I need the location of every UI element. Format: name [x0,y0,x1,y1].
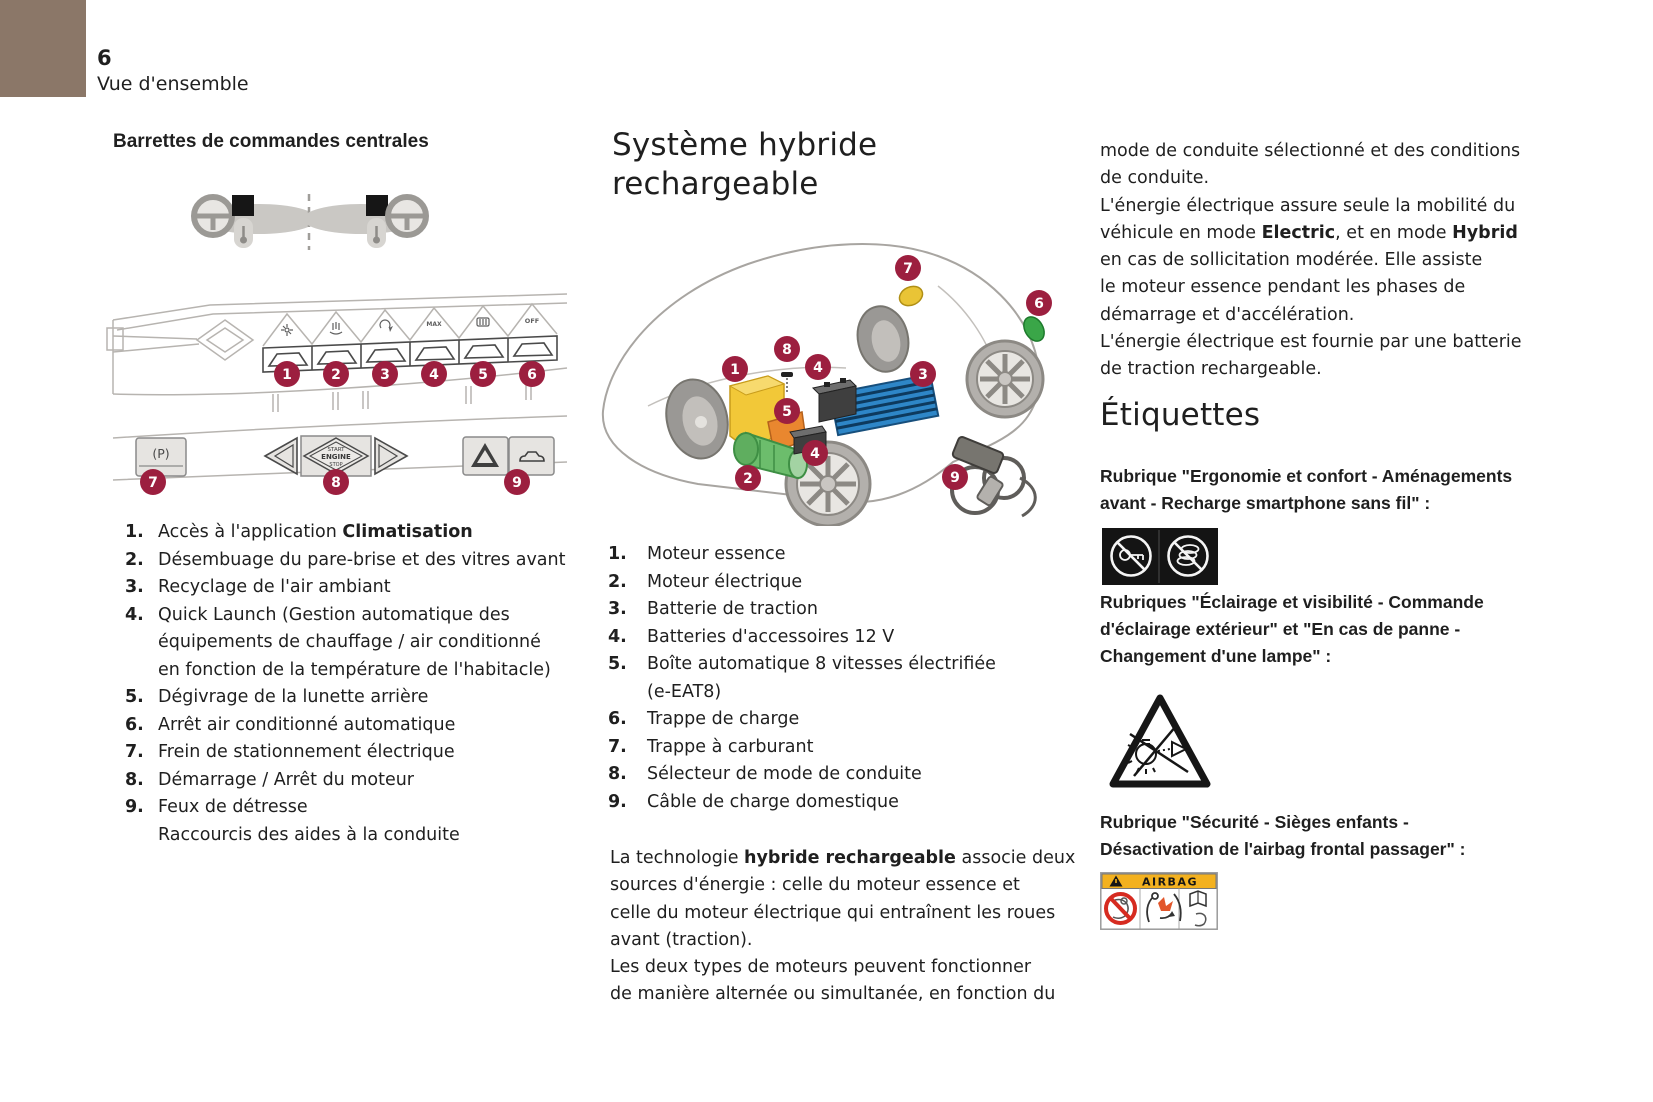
item-text: Quick Launch (Gestion automatique des équipements de chauffage / air conditionné en fonction de la température de l'habitacle) [158,604,551,680]
thermometer-icon [373,237,380,244]
list-item [608,789,1048,817]
item-text: Boîte automatique 8 vitesses électrifiée (e-EAT8) [647,654,996,702]
item-text: Moteur électrique [647,571,803,592]
svg-text:4: 4 [813,360,823,376]
item-number: 7. [125,742,144,762]
callout-badge [895,255,921,281]
svg-text:3: 3 [918,367,928,383]
left-hand-drive-icon [194,195,317,248]
callout-badge [722,356,748,382]
list-item [125,794,565,849]
list-item [608,541,1048,569]
list-item [608,596,1048,624]
item-number: 5. [125,687,144,707]
middle-heading: Système hybride rechargeable [612,127,878,202]
item-text: Arrêt air conditionné automatique [158,714,456,735]
item-number: 8. [608,764,627,784]
right-hand-drive-icon [303,195,426,248]
item-text: Batterie de traction [647,599,818,619]
hybrid-system-diagram [588,226,1058,526]
callout-badge [774,398,800,424]
item-number: 2. [125,549,144,570]
item-number: 9. [608,791,627,812]
svg-text:5: 5 [782,404,792,420]
callout-badge [910,361,936,387]
callout-badge [802,440,828,466]
lamp-warning-label [1106,690,1214,796]
item-number: 3. [608,599,627,619]
driving-modes-text: mode de conduite sélectionné et des conditions de conduite. L'énergie électrique assure seule la mobilité du véhicule en mode Electric, et en mode Hybrid en cas de sollicitation modérée. Elle assiste le moteur essence pendant les phases de démarrage et d'accélération. L'énergie électrique est fournie par une batterie de traction rechargeable. [1100,141,1522,380]
list-item [125,712,565,740]
svg-text:4: 4 [429,367,439,383]
svg-text:2: 2 [743,471,753,487]
list-item [608,706,1048,734]
corner-accent [0,0,86,97]
item-text: Câble de charge domestique [647,791,899,812]
list-item [125,767,565,795]
airbag-title: AIRBAG [1141,875,1199,889]
touchscreen-icon [366,195,388,216]
airbag-label [1100,872,1218,930]
item-number: 9. [125,797,144,817]
item-number: 3. [125,577,144,597]
svg-text:5: 5 [478,367,488,383]
console-legend-list [125,519,565,849]
callout-badge [774,336,800,362]
callout-badge [519,361,545,387]
wheel-icon [967,341,1043,417]
item-number: 5. [608,654,627,674]
list-item [608,761,1048,789]
svg-text:ENGINE: ENGINE [321,453,351,461]
item-text: Frein de stationnement électrique [158,742,455,762]
windshield-defrost-icon [330,322,342,334]
callout-badge [274,361,300,387]
off-key-label [525,317,539,325]
left-heading: Barrettes de commandes centrales [113,131,429,152]
svg-text:8: 8 [782,342,792,358]
item-text: Batteries d'accessoires 12 V [647,626,895,647]
svg-text:START: START [327,447,345,453]
parking-brake-label: (P) [152,446,170,461]
label-rubrique-wireless: Rubrique "Ergonomie et confort - Aménagements avant - Recharge smartphone sans fil" : [1100,466,1513,513]
svg-text:6: 6 [1034,296,1044,312]
warning-triangle-icon [1113,698,1207,784]
svg-text:7: 7 [148,475,158,491]
list-item [125,602,565,685]
air-recirculation-icon [380,320,393,332]
list-item [125,547,565,575]
item-text: Trappe de charge [647,709,800,729]
item-text: Désembuage du pare-brise et des vitres avant [158,549,566,570]
svg-text:1: 1 [730,362,740,378]
callout-badge [735,465,761,491]
steering-position-diagram [185,192,435,252]
label-rubrique-lighting: Rubriques "Éclairage et visibilité - Commande d'éclairage extérieur" et "En cas de panne - Changement d'une lampe" : [1100,592,1484,666]
item-number: 1. [608,544,627,564]
list-item [608,624,1048,652]
labels-heading: Étiquettes [1100,397,1261,433]
item-text: Moteur essence [647,544,786,564]
thermometer-icon [240,237,247,244]
item-number: 4. [125,604,144,625]
item-text: Démarrage / Arrêt du moteur [158,769,415,790]
callout-badge [372,361,398,387]
center-console-diagram [105,278,570,500]
fan-icon [281,324,293,336]
list-item [125,684,565,712]
label-rubrique-airbag: Rubrique "Sécurité - Sièges enfants - Désactivation de l'airbag frontal passager" : [1100,812,1466,859]
hybrid-description: La technologie hybride rechargeable associe deux sources d'énergie : celle du moteur essence et celle du moteur électrique qui entraînent les roues avant (traction). Les deux types de moteurs peuvent fonctionner de manière alternée ou simultanée, en fonction du [610,848,1076,1005]
item-number: 6. [125,714,144,735]
item-number: 1. [125,522,144,542]
svg-text:8: 8 [331,475,341,491]
callout-badge [323,361,349,387]
callout-badge [421,361,447,387]
item-text: Dégivrage de la lunette arrière [158,687,429,707]
svg-text:4: 4 [810,446,820,462]
section-title: Vue d'ensemble [97,73,249,95]
hybrid-legend-list [608,541,1048,816]
item-text: Recyclage de l'air ambiant [158,577,391,597]
max-ac-icon [426,321,442,328]
item-number: 4. [608,626,627,647]
item-text: Trappe à carburant [647,736,814,757]
svg-text:MAX: MAX [426,321,442,328]
callout-badge [805,354,831,380]
callout-badge [1026,290,1052,316]
wireless-charging-label [1102,528,1218,585]
svg-text:1: 1 [282,367,292,383]
callout-badge [470,361,496,387]
list-item [125,739,565,767]
list-item [125,574,565,602]
list-item [608,651,1048,706]
callout-badge [504,469,530,495]
svg-text:9: 9 [950,470,960,486]
touch-key-strip [263,336,557,372]
item-text: Accès à l'application Climatisation [158,522,473,542]
list-item [125,519,565,547]
svg-text:OFF: OFF [524,317,540,325]
svg-text:2: 2 [331,367,341,383]
item-number: 8. [125,769,144,790]
list-item [608,734,1048,762]
callout-badge [323,469,349,495]
callout-badge [942,464,968,490]
svg-text:3: 3 [380,367,390,383]
rear-defrost-icon [477,318,489,326]
touchscreen-icon [232,195,254,216]
svg-text:6: 6 [527,367,537,383]
arrow-left-icon [265,438,297,474]
svg-text:STOP: STOP [329,462,343,468]
item-number: 2. [608,571,627,592]
list-item [608,569,1048,597]
lower-control-bar [136,436,554,476]
callout-badge [140,469,166,495]
item-number: 7. [608,736,627,757]
item-text: Feux de détresse Raccourcis des aides à la conduite [158,797,460,845]
page-number: 6 [97,46,112,70]
item-text: Sélecteur de mode de conduite [647,764,922,784]
svg-text:9: 9 [512,475,522,491]
item-number: 6. [608,709,627,729]
svg-text:7: 7 [903,261,913,277]
